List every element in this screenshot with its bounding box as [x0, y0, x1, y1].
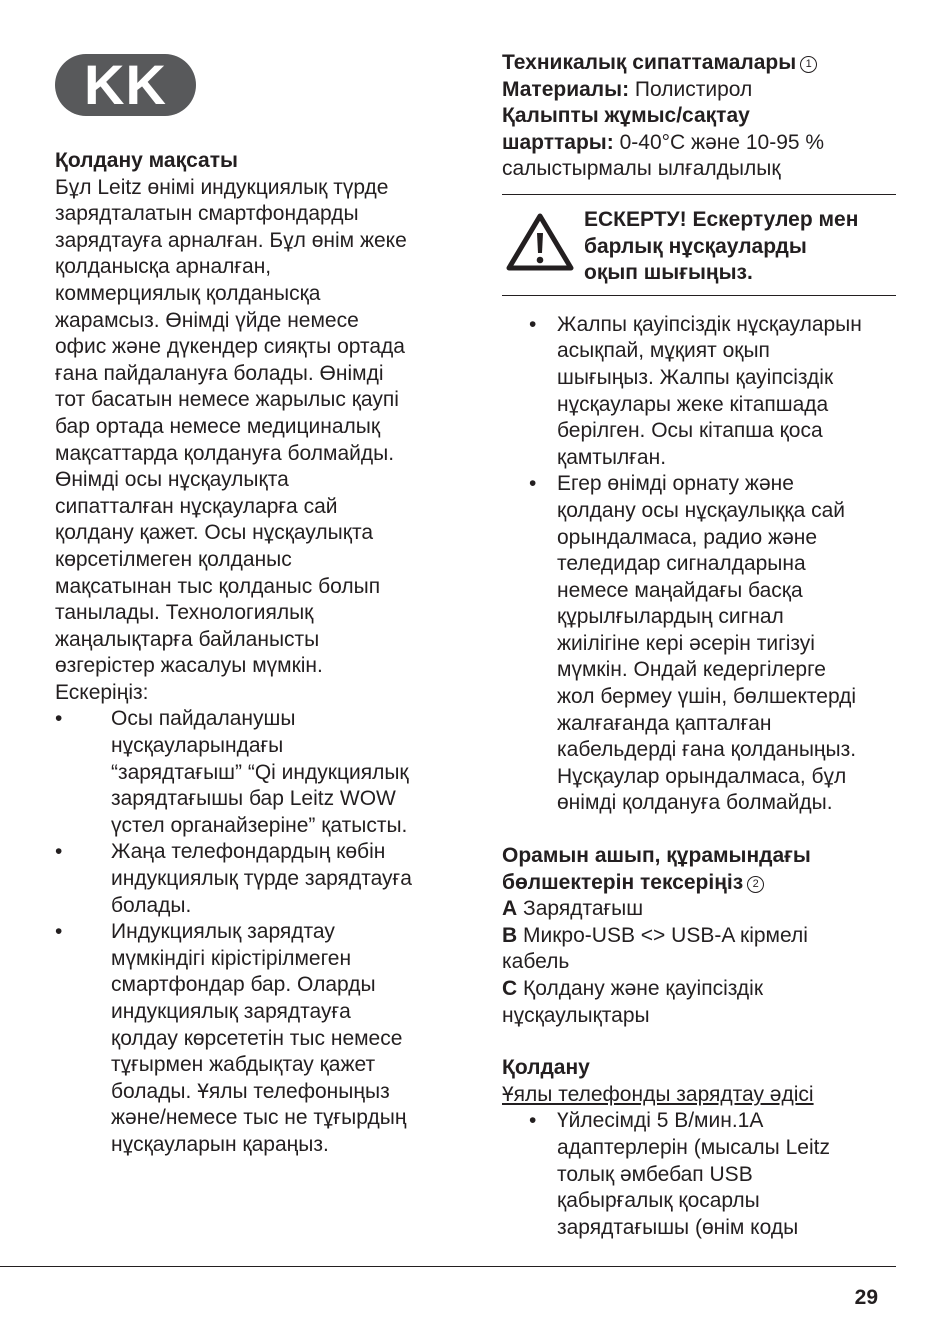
- list-item: [55, 919, 455, 1158]
- conditions-label-1: Қалыпты жұмыс/сақтау: [502, 104, 750, 128]
- materials-row: [502, 77, 902, 104]
- bullet-icon: •: [529, 1109, 537, 1133]
- tech-specs-heading: [502, 50, 902, 77]
- note-text: Осы пайдаланушы нұсқауларындағы “зарядтағыш” “Qi индукциялық зарядтағышы бар Leitz WOW үстел органайзеріне” қатысты.: [111, 707, 409, 837]
- note-text: Жаңа телефондардың көбін индукциялық түрде зарядтауға болады.: [111, 840, 412, 917]
- warning-triangle-icon: [506, 212, 574, 272]
- language-badge: KK: [55, 54, 196, 116]
- safety-list: [502, 312, 902, 817]
- bullet-icon: •: [529, 312, 537, 336]
- part-text: Зарядтағыш: [523, 897, 644, 921]
- unpack-heading: [502, 843, 902, 896]
- list-item: [55, 839, 455, 919]
- materials-label: Материалы:: [502, 77, 630, 101]
- note-list: [55, 706, 455, 1158]
- left-column: [55, 148, 455, 1159]
- page-number: 29: [854, 1286, 878, 1309]
- part-item: [502, 976, 902, 1029]
- part-text: Микро-USB <> USB-A кірмелі кабель: [502, 923, 808, 974]
- use-list: [502, 1108, 902, 1241]
- list-item: [55, 706, 455, 839]
- part-letter: A: [502, 897, 518, 921]
- spacer: [502, 817, 902, 843]
- part-text: Қолдану және қауіпсіздік нұсқаулықтары: [502, 977, 764, 1027]
- bullet-icon: •: [55, 840, 63, 864]
- intended-use-body: Бұл Leitz өнімі индукциялық түрде зарядталатын смартфондарды зарядтауға арналған. Бұл өнім жеке қолданысқа арналған, коммерциялық қолданысқа жарамсыз. Өнімді үйде немесе офис және дүкендер сияқты ортада ғана пайдалануға болады. Өнімді тот басатын немесе жарылыс қаупі бар ортада немесе медициналық мақсаттарда қолдануға болмайды. Өнімді осы нұсқаулықта сипатталған нұсқауларға сай қолдану қажет. Осы нұсқаулықта көрсетілмеген қолданыс мақсатынан тыс қолданыс болып танылады. Технологиялық жаңалықтарға байланысты өзгерістер жасалуы мүмкін.: [55, 175, 407, 678]
- spacer: [502, 1029, 902, 1055]
- tech-specs-title: Техникалық сипаттамалары: [502, 51, 797, 74]
- warning-box: [502, 195, 902, 295]
- use-subheading: Ұялы телефонды зарядтау әдісі: [502, 1082, 814, 1106]
- part-item: [502, 896, 902, 923]
- conditions-value-2: салыстырмалы ылғалдылық: [502, 157, 781, 181]
- conditions-row: [502, 130, 902, 157]
- footer-divider: [0, 1266, 896, 1267]
- part-letter: B: [502, 923, 518, 947]
- part-letter: C: [502, 977, 518, 1000]
- divider: [502, 295, 896, 296]
- intended-use-heading: Қолдану мақсаты: [55, 149, 238, 172]
- note-label: Ескеріңіз:: [55, 680, 149, 704]
- bullet-icon: •: [55, 707, 63, 731]
- conditions-label-2: шарттары:: [502, 130, 614, 154]
- note-text: Индукциялық зарядтау мүмкіндігі кірістірілмеген смартфондар бар. Оларды индукциялық зарядтауға қолдау көрсететін тыс немесе тұғырмен жабдықтау қажет болады. Ұялы телефоныңыз және/немесе тыс не тұғырдың нұсқауларын қараңыз.: [111, 920, 407, 1156]
- bullet-icon: •: [55, 920, 63, 944]
- list-item: [502, 471, 902, 817]
- safety-text: Жалпы қауіпсіздік нұсқауларын асықпай, мұқият оқып шығыңыз. Жалпы қауіпсіздік нұсқаулары жеке кітапшада берілген. Осы кітапша қоса қамтылған.: [557, 312, 862, 469]
- use-heading: Қолдану: [502, 1056, 590, 1080]
- figure-ref-2-icon: 2: [747, 876, 764, 893]
- safety-text: Егер өнімді орнату және қолдану осы нұсқаулыққа сай орындалмаса, радио және теледидар сигналдарына немесе маңайдағы басқа құрылғылардың сигнал жиілігіне кері әсерін тигізуі мүмкін. Ондай кедергілерге жол бермеу үшін, бөлшектерді жалғағанда қапталған кабельдерді ғана қолданыңыз. Нұсқаулар орындалмаса, бұл өнімді қолдануға болмайды.: [557, 472, 857, 815]
- list-item: [502, 1108, 902, 1241]
- list-item: [502, 312, 902, 472]
- warning-text: ЕСКЕРТУ! Ескертулер мен барлық нұсқауларды оқып шығыңыз.: [584, 207, 859, 285]
- materials-value: Полистирол: [634, 77, 753, 101]
- bullet-icon: •: [529, 472, 537, 496]
- figure-ref-1-icon: 1: [800, 56, 817, 73]
- conditions-value: 0-40°C және 10-95 %: [619, 130, 825, 154]
- unpack-title: Орамын ашып, құрамындағы бөлшектерін тексеріңіз: [502, 844, 811, 894]
- right-column: [502, 50, 902, 1241]
- part-item: [502, 923, 902, 976]
- use-text: Үйлесімді 5 В/мин.1А адаптерлерін (мысалы Leitz толық әмбебап USB қабырғалық қосарлы зарядтағышы (өнім коды: [557, 1109, 830, 1239]
